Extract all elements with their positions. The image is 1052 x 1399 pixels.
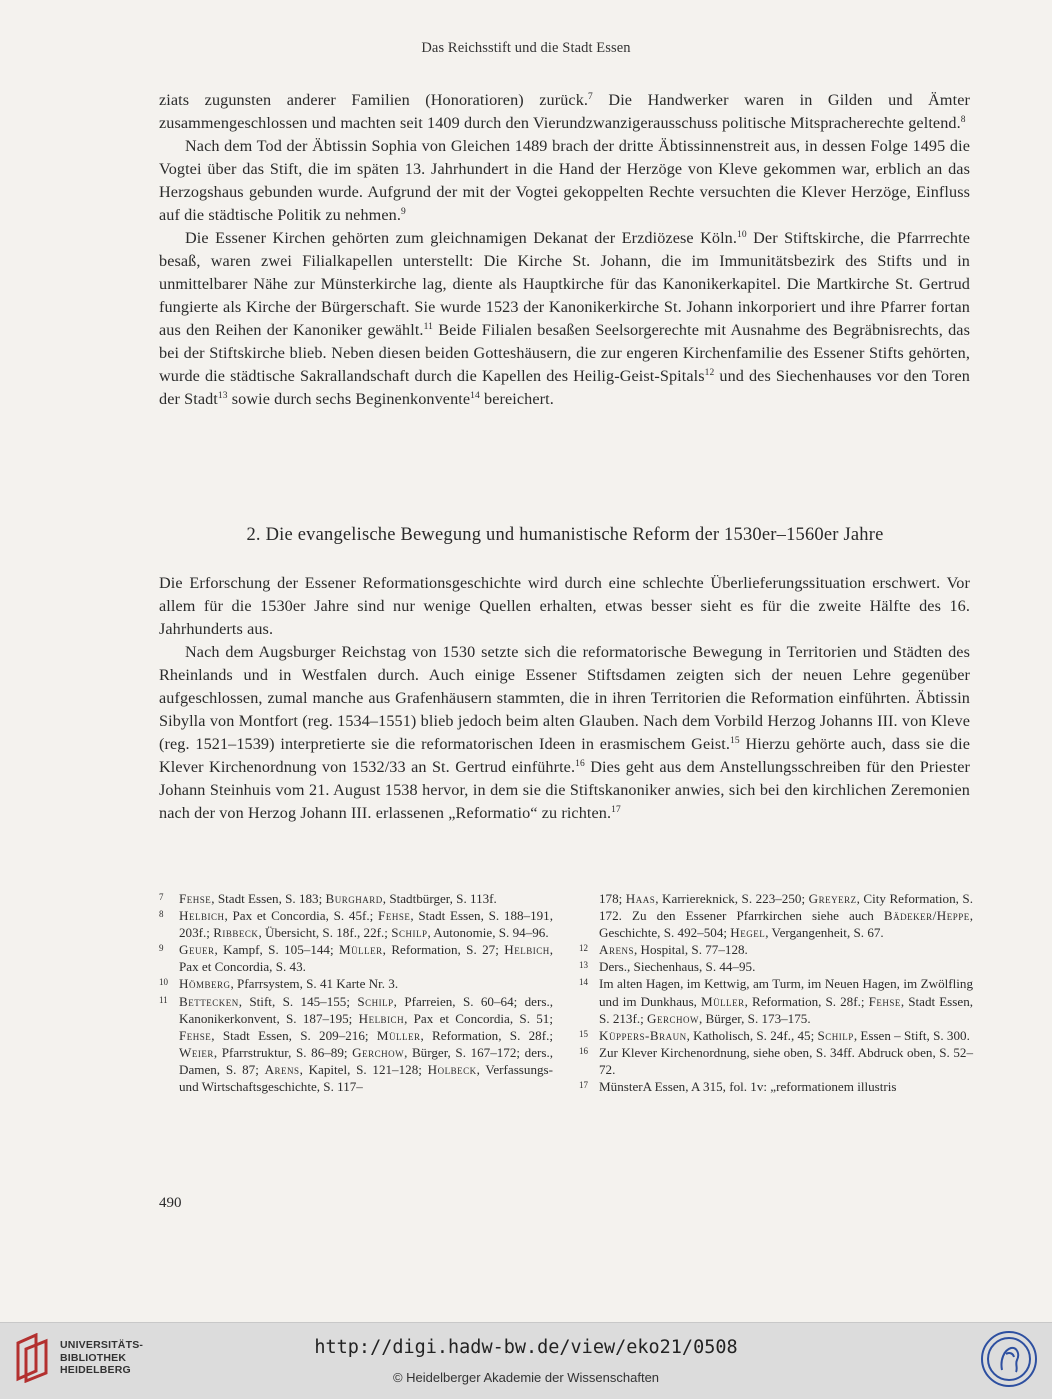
footnotes-left-column xyxy=(159,890,553,1095)
text-run: , City Reformation, S. 172. Zu den Essener Pfarrkirchen siehe auch xyxy=(599,891,973,924)
footnote-reference[interactable]: 9 xyxy=(400,207,406,217)
footnote-number: 12 xyxy=(579,943,588,954)
text-run: , Stadt Essen, S. 188–191, 203f.; xyxy=(179,908,553,941)
text-run: , Reformation, S. 28f.; xyxy=(420,1027,554,1043)
author-name: Weier xyxy=(179,1044,214,1060)
page-number: 490 xyxy=(159,1195,182,1211)
text-run: , Autonomie, S. 94–96. xyxy=(427,925,549,941)
text-run: , Übersicht, S. 18f., 22f.; xyxy=(258,925,392,941)
footnote xyxy=(159,907,553,941)
footnote-number: 16 xyxy=(579,1045,588,1056)
author-name: Schilp xyxy=(357,993,394,1009)
author-name: Müller xyxy=(376,1027,421,1043)
author-name: Fehse xyxy=(179,1027,212,1043)
footnote-number: 13 xyxy=(579,960,588,971)
permalink-url[interactable]: http://digi.hadw-bw.de/view/eko21/0508 xyxy=(314,1337,738,1358)
running-head: Das Reichsstift und die Stadt Essen xyxy=(421,40,631,56)
text-run: , Bürger, S. 173–175. xyxy=(698,1010,811,1026)
author-name: Holbeck xyxy=(427,1061,477,1077)
footnotes-right-column xyxy=(579,890,973,1095)
footnote xyxy=(579,975,973,1026)
author-name: Helbich xyxy=(179,908,225,924)
author-name: Müller xyxy=(701,993,745,1009)
text-run: , Pfarrstruktur, S. 86–89; xyxy=(213,1044,353,1060)
viewer-footer xyxy=(0,1322,1052,1399)
text-run: Zur Klever Kirchenordnung, siehe oben, S. 34ff. Abdruck oben, S. 52–72. xyxy=(599,1044,973,1077)
footnote-number: 14 xyxy=(579,977,588,988)
footnote-reference[interactable]: 8 xyxy=(960,115,966,125)
footnote-reference[interactable]: 17 xyxy=(611,805,621,815)
body-text-section-2 xyxy=(159,572,970,825)
footnote-number: 8 xyxy=(159,909,164,920)
text-run: 178; xyxy=(599,891,626,906)
footnote-reference[interactable]: 10 xyxy=(737,230,747,240)
text-run: , Verfassungs- und Wirtschaftsgeschichte, S. 117– xyxy=(179,1061,554,1095)
footnote xyxy=(159,890,553,907)
author-name: Müller xyxy=(339,942,383,958)
paragraph xyxy=(159,227,970,411)
body-text-section-1 xyxy=(159,89,970,411)
text-run: ziats zugunsten anderer Familien (Honoratioren) zurück. xyxy=(159,91,589,109)
text-run: , Karriereknick, S. 223–250; xyxy=(655,891,809,906)
logo-line-3: HEIDELBERG xyxy=(60,1364,131,1376)
author-name: Arens xyxy=(599,942,634,958)
author-name: Schilp xyxy=(391,925,428,941)
footnote-reference[interactable]: 14 xyxy=(470,391,480,401)
footnote xyxy=(579,1078,973,1095)
author-name: Helbich xyxy=(358,1010,405,1026)
footnote-reference[interactable]: 11 xyxy=(423,322,433,332)
footnote xyxy=(579,941,973,958)
author-name: Küppers-Braun xyxy=(599,1027,687,1043)
text-run: Im alten Hagen, im Kettwig, am Turm, im Neuen Hagen, im Zwölfling und im Dunkhaus, xyxy=(599,976,973,1009)
footnote-reference[interactable]: 16 xyxy=(575,759,585,769)
author-name: Hömberg xyxy=(179,976,231,992)
text-run: Hierzu gehörte auch, dass sie die Klever Kirchenordnung von 1532/33 an St. Gertrud einführte. xyxy=(159,735,970,776)
footnote xyxy=(159,941,553,975)
author-name: Helbich xyxy=(504,942,550,958)
paragraph xyxy=(159,89,970,135)
author-name: Burghard xyxy=(325,891,383,906)
footnote-reference[interactable]: 13 xyxy=(217,391,228,401)
text-run: Die Erforschung der Essener Reformationsgeschichte wird durch eine schlechte Überlieferungssituation erschwert. Vor allem für die 1530er Jahre sind nur wenige Quellen erhalten, etwas besser sieht es für die zweite Hälfte des 16. Jahrhunderts aus. xyxy=(159,574,970,638)
text-run: und des Siechenhauses vor den Toren der Stadt xyxy=(159,367,970,408)
text-run: , Pax et Concordia, S. 51; xyxy=(404,1010,553,1026)
copyright-notice: © Heidelberger Akademie der Wissenschaften xyxy=(392,1370,660,1385)
text-run: , Geschichte, S. 492–504; xyxy=(599,908,973,941)
footnote xyxy=(579,1027,973,1044)
author-name: Haas xyxy=(625,891,656,906)
text-run: Nach dem Tod der Äbtissin Sophia von Gleichen 1489 brach der dritte Äbtissinnenstreit aus, in dessen Folge 1495 die Vogtei über das Stift, die im späten 13. Jahrhundert in die Hand der Herzöge von Kleve gekommen war, erblich an das Herzogshaus gebunden wurde. Aufgrund der mit der Vogtei gekoppelten Rechte versuchten die Klever Herzöge, Einfluss auf die städtische Politik zu nehmen. xyxy=(159,137,970,224)
logo-line-1: UNIVERSITÄTS- xyxy=(60,1339,144,1351)
text-run: , Pfarrsystem, S. 41 Karte Nr. 3. xyxy=(230,976,399,992)
text-run: Der Stiftskirche, die Pfarrrechte besaß, waren zwei Filialkapellen unterstellt: Die Kirche St. Johann, die im Immunitätsbezirk des Stifts und in unmittelbarer Nähe zur Münsterkirche lag, diente als Hauptkirche für das Kanonikerkapitel. Die Martkirche St. Gertrud fungierte als Kirche der Bürgerschaft. Sie wurde 1523 der Kanonikerkirche St. Johann inkorporiert und ihre Pfarrer fortan aus den Reihen der Kanoniker gewählt. xyxy=(159,229,970,339)
text-run: , Pfarreien, S. 60–64; ders., Kanonikerkonvent, S. 187–195; xyxy=(179,993,553,1026)
text-run: , Reformation, S. 28f.; xyxy=(744,993,869,1009)
author-name: Schilp xyxy=(817,1027,854,1043)
footnote-number: 17 xyxy=(579,1080,588,1091)
text-run: Nach dem Augsburger Reichstag von 1530 setzte sich die reformatorische Bewegung in Territorien und Städten des Rheinlands und in Westfalen durch. Auch einige Essener Stiftsdamen zeigten sich der neuen Lehre gegenüber aufgeschlossen, zumal manche aus Grafenhäusern stammten, die in ihren Territorien die Reformation einführten. Äbtissin Sibylla von Montfort (reg. 1534–1551) blieb jedoch beim alten Glauben. Nach dem Vorbild Herzog Johanns III. von Kleve (reg. 1521–1539) interpretierte sie die reformatorischen Ideen in erasmischem Geist. xyxy=(159,643,970,753)
footnote xyxy=(579,890,973,941)
author-name: Gerchow xyxy=(352,1044,405,1060)
footnote xyxy=(159,993,553,1096)
text-run: bereichert. xyxy=(479,390,554,408)
footnote-number: 11 xyxy=(159,994,168,1005)
footnote xyxy=(579,958,973,975)
paragraph xyxy=(159,135,970,227)
text-run: Die Essener Kirchen gehörten zum gleichnamigen Dekanat der Erzdiözese Köln. xyxy=(185,229,738,247)
footnote-reference[interactable]: 15 xyxy=(730,736,740,746)
footnote-reference[interactable]: 12 xyxy=(704,368,715,378)
footnote xyxy=(579,1044,973,1078)
logo-line-2: BIBLIOTHEK xyxy=(60,1351,127,1364)
author-name: Fehse xyxy=(868,993,901,1009)
paragraph xyxy=(159,572,970,641)
text-run: , Hospital, S. 77–128. xyxy=(633,942,748,958)
author-name: Bädeker/Heppe xyxy=(883,908,970,924)
footnote xyxy=(159,975,553,992)
text-run: , Stadt Essen, S. 209–216; xyxy=(211,1027,377,1043)
author-name: Fehse xyxy=(378,908,411,924)
author-name: Greyerz xyxy=(808,891,857,906)
text-run: sowie durch sechs Beginenkonvente xyxy=(227,390,471,408)
text-run: , Reformation, S. 27; xyxy=(382,942,505,958)
text-run: , Stadt Essen, S. 213f.; xyxy=(599,993,974,1026)
section-heading: 2. Die evangelische Bewegung und humanistische Reform der 1530er–1560er Jahre xyxy=(246,525,884,545)
text-run: Die Handwerker waren in Gilden und Ämter zusammengeschlossen und machten seit 1409 durch den Vierundzwanzigerausschuss politische Mitspracherechte geltend. xyxy=(159,91,971,132)
footnote-number: 10 xyxy=(159,977,168,988)
text-run: Ders., Siechenhaus, S. 44–95. xyxy=(599,959,756,975)
author-name: Gerchow xyxy=(647,1010,699,1026)
text-run: , Essen – Stift, S. 300. xyxy=(853,1027,970,1043)
text-run: MünsterA Essen, A 315, fol. 1v: „reformationem illustris xyxy=(599,1079,897,1095)
text-run: , Stadt Essen, S. 183; xyxy=(211,891,326,906)
author-name: Arens xyxy=(264,1061,300,1077)
footnote-reference[interactable]: 7 xyxy=(588,92,593,102)
footnote-number: 9 xyxy=(159,943,164,954)
text-run: , Kapitel, S. 121–128; xyxy=(299,1061,428,1077)
text-run: , Stift, S. 145–155; xyxy=(238,993,358,1009)
text-run: , Kampf, S. 105–144; xyxy=(214,942,339,958)
paragraph xyxy=(159,641,970,825)
academy-seal-icon xyxy=(980,1330,1038,1388)
footnote-number: 15 xyxy=(579,1028,588,1039)
text-run: , Pax et Concordia, S. 43. xyxy=(179,942,553,975)
footnote-number: 7 xyxy=(159,892,164,902)
text-run: , Vergangenheit, S. 67. xyxy=(765,925,884,941)
text-run: Beide Filialen besaßen Seelsorgerechte mit Ausnahme des Begräbnisrechts, das bei der Stiftskirche blieb. Neben diesen beiden Gotteshäusern, die zur engeren Kirchenfamilie des Essener Stifts gehörten, wurde die städtische Sakrallandschaft durch die Kapellen des Heilig-Geist-Spitals xyxy=(159,321,970,385)
author-name: Ribbeck xyxy=(213,925,259,941)
text-run: Dies geht aus dem Anstellungsschreiben für den Priester Johann Steinhuis vom 21. August 1538 hervor, in dem sie die Stiftskanoniker anwies, sich bei den kirchlichen Zeremonien nach der von Herzog Johann III. erlassenen „Reformatio“ zu richten. xyxy=(159,758,970,822)
author-name: Fehse xyxy=(179,891,212,906)
text-run: , Pax et Concordia, S. 45f.; xyxy=(224,908,379,924)
author-name: Hegel xyxy=(730,925,766,941)
author-name: Bettecken xyxy=(179,993,239,1009)
author-name: Geuer xyxy=(179,942,215,958)
text-run: , Stadtbürger, S. 113f. xyxy=(382,891,497,906)
text-run: , Bürger, S. 167–172; ders., Damen, S. 87; xyxy=(179,1044,554,1077)
text-run: , Katholisch, S. 24f., 45; xyxy=(686,1027,818,1043)
